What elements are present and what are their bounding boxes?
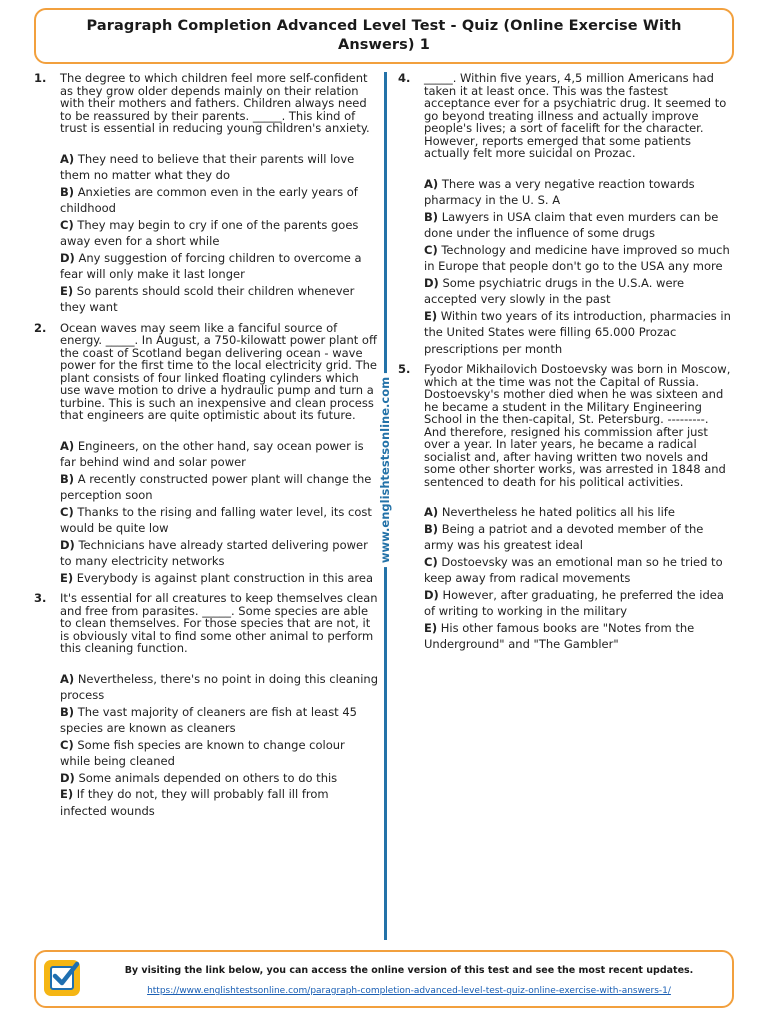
- options-list: [424, 504, 734, 653]
- option-c: C) Technology and medicine have improved so much in Europe that people don't go to the USA any more: [424, 242, 730, 273]
- option-e: E) So parents should scold their children whenever they want: [60, 283, 355, 314]
- option-e: E) His other famous books are "Notes from the Underground" and "The Gambler": [424, 620, 695, 651]
- option-a: A) Nevertheless, there's no point in doing this cleaning process: [60, 671, 378, 702]
- option-b: B) Being a patriot and a devoted member of the army was his greatest ideal: [424, 521, 704, 552]
- question-1: [34, 72, 378, 316]
- options-list: [424, 176, 734, 358]
- question-text: The degree to which children feel more self-confident as they grow older depends mainly on their relation with their mothers and fathers. Children always need to be reassured by their parents. _____. This kind of trust is essential in reducing young children's anxiety.: [60, 71, 370, 135]
- watermark-text: www.englishtestsonline.com: [378, 373, 392, 567]
- option-d: D) Some psychiatric drugs in the U.S.A. were accepted very slowly in the past: [424, 275, 685, 306]
- footer-note: By visiting the link below, you can access the online version of this test and see the most recent updates.: [124, 965, 694, 976]
- footer-link[interactable]: https://www.englishtestsonline.com/paragraph-completion-advanced-level-test-quiz-online-exercise-with-answers-1/: [147, 986, 671, 996]
- option-a: A) Engineers, on the other hand, say ocean power is far behind wind and solar power: [60, 438, 364, 469]
- question-number: 2.: [34, 320, 47, 335]
- question-number: 1.: [34, 71, 47, 85]
- option-e: E) Within two years of its introduction, pharmacies in the United States were filling 65.000 Prozac prescriptions per month: [424, 308, 731, 356]
- option-c: C) Thanks to the rising and falling water level, its cost would be quite low: [60, 504, 372, 535]
- question-4: [398, 72, 734, 357]
- page-title: Paragraph Completion Advanced Level Test - Quiz (Online Exercise With Answers) 1: [86, 18, 682, 53]
- option-c: C) Some fish species are known to change colour while being cleaned: [60, 737, 345, 768]
- question-3: [34, 592, 378, 819]
- option-d: D) Some animals depended on others to do this: [60, 770, 338, 785]
- question-number: 4.: [398, 71, 411, 85]
- option-e: E) If they do not, they will probably fall ill from infected wounds: [60, 787, 329, 818]
- options-list: [60, 438, 378, 587]
- option-b: B) The vast majority of cleaners are fish at least 45 species are known as cleaners: [60, 704, 357, 735]
- right-column: [398, 72, 734, 659]
- option-c: C) They may begin to cry if one of the parents goes away even for a short while: [60, 217, 359, 248]
- left-column: [34, 72, 378, 825]
- question-text: _____. Within five years, 4,5 million Americans had taken it at least once. This was the fastest acceptance ever for a psychiatric drug. It seemed to go beyond treating illness and actually improve people's lives; a sort of facelift for the character. However, reports emerged that some patients actually felt more suicidal on Prozac.: [424, 71, 727, 160]
- option-a: A) They need to believe that their parents will love them no matter what they do: [60, 151, 355, 182]
- option-d: D) However, after graduating, he preferred the idea of writing to working in the military: [424, 587, 724, 618]
- question-text: It's essential for all creatures to keep themselves clean and free from parasites. _____. Some species are able to clean themselves. For those species that are not, it is obviously vital to find some other animal to perform this cleaning function.: [60, 591, 378, 655]
- option-a: A) Nevertheless he hated politics all his life: [424, 505, 675, 519]
- question-number: 3.: [34, 591, 47, 605]
- option-d: D) Any suggestion of forcing children to overcome a fear will only make it last longer: [60, 250, 362, 281]
- question-number: 5.: [398, 362, 411, 376]
- question-text: Fyodor Mikhailovich Dostoevsky was born in Moscow, which at the time was not the Capital of Russia. Dostoevsky's mother died when he was sixteen and he became a student in the Military Engineering School in the then-capital, St. Petersburg. ---------. And therefore, resigned his commission after just over a year. In later years, he became a radical socialist and, after having written two novels and some other shorter works, was arrested in 1848 and sentenced to death for his political activities.: [424, 362, 731, 489]
- option-b: B) Anxieties are common even in the early years of childhood: [60, 184, 358, 215]
- question-text: Ocean waves may seem like a fanciful source of energy. _____. In August, a 750-kilowatt power plant off the coast of Scotland began delivering ocean - wave power for the first time to the local electricity grid. The plant consists of four linked floating cylinders which use wave motion to drive a hydraulic pump and turn a turbine. This is such an inexpensive and clean process that engineers are quite optimistic about its future.: [60, 320, 377, 422]
- options-list: [60, 671, 378, 820]
- option-a: A) There was a very negative reaction towards pharmacy in the U. S. A: [424, 176, 695, 207]
- question-2: [34, 322, 378, 587]
- footer-box: [34, 950, 734, 1008]
- option-e: E) Everybody is against plant construction in this area: [60, 570, 374, 585]
- option-d: D) Technicians have already started delivering power to many electricity networks: [60, 537, 368, 568]
- option-b: B) Lawyers in USA claim that even murders can be done under the influence of some drugs: [424, 209, 719, 240]
- question-5: [398, 363, 734, 653]
- checkbox-check-icon: [44, 960, 80, 996]
- options-list: [60, 151, 378, 316]
- option-c: C) Dostoevsky was an emotional man so he tried to keep away from radical movements: [424, 554, 723, 585]
- title-box: [34, 8, 734, 64]
- option-b: B) A recently constructed power plant will change the perception soon: [60, 471, 372, 502]
